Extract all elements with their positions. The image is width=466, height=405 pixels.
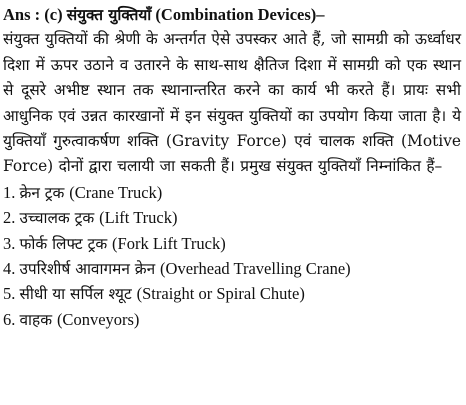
answer-heading bbox=[3, 2, 461, 27]
list-item-number: 5. bbox=[3, 284, 20, 304]
section-title-hindi: संयुक्त युक्तियाँ bbox=[66, 6, 152, 24]
document-body bbox=[3, 2, 461, 332]
ans-label: Ans : bbox=[3, 5, 45, 24]
list-item-english: (Lift Truck) bbox=[99, 208, 178, 228]
list-item-english: (Crane Truck) bbox=[69, 182, 163, 202]
list-item bbox=[3, 281, 461, 306]
list-item-number: 4. bbox=[3, 259, 20, 278]
list-item-hindi: सीधी या सर्पिल श्यूट bbox=[19, 285, 137, 304]
option-label: (c) bbox=[44, 5, 67, 24]
device-list bbox=[3, 180, 461, 332]
list-item bbox=[3, 256, 461, 281]
list-item-number: 3. bbox=[3, 233, 20, 253]
list-item-number: 2. bbox=[3, 208, 20, 228]
list-item-hindi: फोर्क लिफ्ट ट्रक bbox=[19, 234, 113, 253]
list-item-english: (Fork Lift Truck) bbox=[112, 233, 226, 253]
list-item bbox=[3, 180, 461, 205]
list-item-english: (Conveyors) bbox=[56, 309, 140, 329]
list-item bbox=[3, 231, 461, 256]
list-item-hindi: उपरिशीर्ष आवागमन क्रेन bbox=[19, 260, 161, 278]
list-item-hindi: वाहक bbox=[19, 310, 57, 329]
list-item-hindi: उच्चालक ट्रक bbox=[19, 209, 100, 228]
list-item bbox=[3, 205, 461, 230]
list-item-english: (Straight or Spiral Chute) bbox=[136, 284, 305, 304]
list-item-number: 6. bbox=[3, 309, 20, 329]
list-item-hindi: क्रेन ट्रक bbox=[19, 183, 70, 202]
description-paragraph: संयुक्त युक्तियों की श्रेणी के अन्तर्गत ऐसे उपस्कर आते हैं, जो सामग्री को ऊर्ध्वाधर दिशा में ऊपर उठाने व उतारने के साथ-साथ क्षैतिज दिशा में सामग्री को एक स्थान से दूसरे अभीष्ट स्थान तक स्थानान्तरित करने का कार्य भी करते हैं। प्रायः सभी आधुनिक एवं उन्नत कारखानों में इन संयुक्त युक्तियों का उपयोग किया जाता है। ये युक्तियाँ गुरुत्वाकर्षण शक्ति (Gravity Force) एवं चालक शक्ति (Motive Force) दोनों द्वारा चलायी जा सकती हैं। प्रमुख संयुक्त युक्तियाँ निम्नांकित हैं– bbox=[3, 30, 461, 176]
list-item-english: (Overhead Travelling Crane) bbox=[160, 259, 351, 278]
list-item bbox=[3, 307, 461, 332]
section-title-english: (Combination Devices)– bbox=[151, 5, 325, 24]
list-item-number: 1. bbox=[3, 182, 20, 202]
